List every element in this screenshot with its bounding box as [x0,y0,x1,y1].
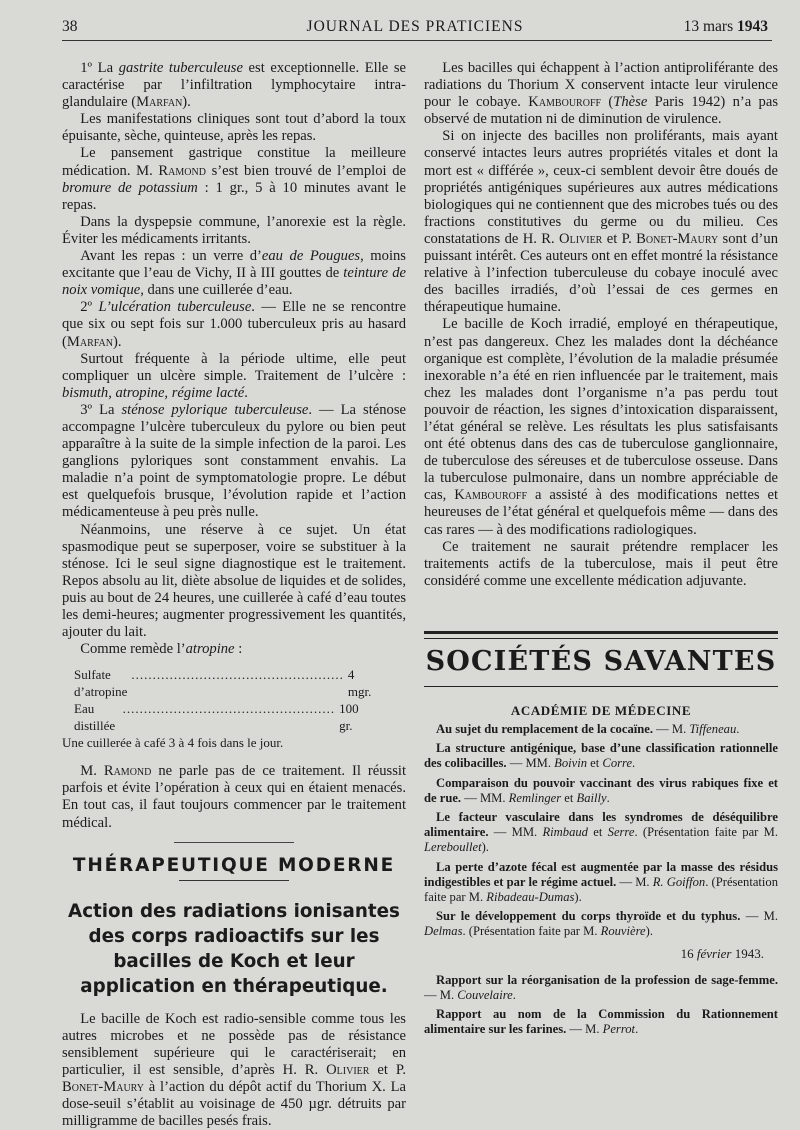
paragraph: Les manifestations cliniques sont tout d’abord la toux épuisante, sèche, quinteuse, après les repas. [62,111,406,145]
communication-item: La structure antigénique, base d’une classification rationnelle des colibacilles. — MM. Boivin et Corre. [424,741,778,771]
prescription-note: Une cuillerée à café 3 à 4 fois dans le jour. [62,735,284,751]
paragraph: Le bacille de Koch est radio-sensible comme tous les autres microbes et ne possède pas de résistance sensiblement supérieure qui le caractériserait; en particulier, il est sensible, d’après H. R. Olivier et P. Bonet-Maury à l’action du dépôt actif du Thorium X. La dose-seuil s’établit au voisinage de 450 µgr. détruits par milligramme de bacilles pesés frais. [62,1010,406,1130]
section-title: THÉRAPEUTIQUE MODERNE [72,854,396,876]
academie-title: ACADÉMIE DE MÉDECINE [510,703,692,718]
page-header [62,18,768,38]
societes-title: SOCIÉTÉS SAVANTES [425,646,777,677]
prescription-row: Sulfate d’atropine .................................................. 4 mgr. [74,667,372,700]
right-column [424,60,778,590]
paragraph: Les bacilles qui échappent à l’action antiproliférante des radiations du Thorium X conservent intacte leur virulence pour le cobaye. Kambouroff (Thèse Paris 1942) n’a pas observé de mutation ni de diminution de virulence. [424,60,779,128]
paragraph: Surtout fréquente à la période ultime, elle peut compliquer un ulcère simple. Traitement de l’ulcère : bismuth, atropine, régime lacté. [62,350,406,401]
paragraph: Néanmoins, une réserve à ce sujet. Un état spasmodique peut se superposer, voire se substituer à la sténose. Ici le seul signe diagnostique est le traitement. Repos absolu au lit, diète absolue de liquides et de solides, puis au bout de 24 heures, une cuillerée à café d’eau toutes les demi-heures; augmenter progressivement les quantités, ajouter du lait. [62,521,406,641]
paragraph: Le bacille de Koch irradié, employé en thérapeutique, n’est pas dangereux. Chez les malades dont la déchéance organique est complète, l’évolution de la maladie présumée inexorable n’a été en rien influencée par le traitement, mais chez les malades dont l’organisme n’a pas perdu tout pouvoir de réaction, les signes d’intoxication disparaissent, l’état général se relève. Les résultats les plus satisfaisants ont été obtenus dans des cas de tuberculose ganglionnaire, de tuberculose des séreuses et de tuberculose osseuse. Dans la tuberculose pulmonaire, dans un nombre appréciable de cas, Kambouroff a assisté à des modifications nettes et heureuses de l’état général et quelquefois même — dans des cas rares — à des modifications radiologiques. [424,316,778,538]
communication-item: La perte d’azote fécal est augmentée par la masse des résidus indigestibles et par le régime actuel. — M. R. Goiffon. (Présentation faite par M. Ribadeau-Dumas). [424,859,779,905]
paragraph: Le pansement gastrique constitue la meilleure médication. M. Ramond s’est bien trouvé de l’emploi de bromure de potassium : 1 gr., 5 à 10 minutes avant le repas. [62,145,406,213]
left-column [62,60,406,1130]
header-rule [62,40,772,41]
paragraph: Ce traitement ne saurait prétendre remplacer les traitements actifs de la tuberculose, mais il peut être considéré comme une excellente médication adjuvante. [424,538,778,589]
paragraph: M. Ramond ne parle pas de ce traitement. Il réussit parfois et évite l’opération à ceux qui en étaient menacés. En tout cas, il faut toujours commencer par le traitement médical. [62,763,406,831]
reports-group [424,973,778,1038]
page-number: 38 [62,18,78,35]
paragraph: 2º L’ulcération tuberculeuse. — Elle ne se rencontre que six ou sept fois sur 1.000 tuberculeux pris au hasard (Marfan). [62,299,406,350]
prescription [62,666,406,751]
session-date: 16 février 1943. [680,945,764,961]
communication-item: Rapport au nom de la Commission du Rationnement alimentaire sur les farines. — M. Perrot. [424,1007,778,1037]
communication-item: Sur le développement du corps thyroïde et du typhus. — M. Delmas. (Présentation faite par M. Rouvière). [424,909,778,939]
journal-title: JOURNAL DES PRATICIENS [306,18,524,35]
societes-rule-bottom [424,686,778,687]
communication-item: Le facteur vasculaire dans les syndromes de déséquilibre alimentaire. — MM. Rimbaud et Serre. (Présentation faite par M. Lereboullet). [424,810,778,855]
societes-rule-thick [424,631,778,634]
article-title: Action des radiations ionisantes des corps radioactifs sur les bacilles de Koch et leur application en thérapeutique. [68,900,400,997]
communication-item: Rapport sur la réorganisation de la profession de sage-femme. — M. Couvelaire. [424,972,778,1003]
section-rule [179,880,289,881]
communication-item: Au sujet du remplacement de la cocaïne. — M. Tiffeneau. [436,722,740,736]
communications-list [424,722,778,1042]
issue-date: 13 mars 1943 [683,18,768,35]
paragraph: Dans la dyspepsie commune, l’anorexie est la règle. Éviter les médicaments irritants. [62,213,406,247]
paragraph: 1º La gastrite tuberculeuse est exceptionnelle. Elle se caractérise par l’infiltration lymphocytaire intra-glandulaire (Marfan). [62,60,407,111]
communication-item: Comparaison du pouvoir vaccinant des virus rabiques fixe et de rue. — MM. Remlinger et Bailly. [424,775,778,805]
communications-group [424,722,778,940]
paragraph: Avant les repas : un verre d’eau de Pougues, moins excitante que l’eau de Vichy, II à III gouttes de teinture de noix vomique, dans une cuillerée d’eau. [62,248,406,299]
paragraph: Si on injecte des bacilles non proliférants, mais ayant conservé intactes leurs autres propriétés vitales et dont la mort est « différée », ceux-ci semblent devoir être doués de propriétés antigéniques supérieures aux autres médications biologiques qui ne contiennent que des microbes tués ou des fractions constitutives du germe ou du milieu. Ces constatations de H. R. Olivier et P. Bonet-Maury sont d’un puissant intérêt. Ces auteurs ont en effet montré la résistance relative à l’infection tuberculeuse du cobaye inoculé avec des bacilles irradiés, d’où l’essai de ces germes en thérapeutique humaine. [424,128,779,316]
ornament-rule [174,842,294,843]
paragraph: Comme remède l’atropine : [80,641,243,658]
prescription-row: Eau distillée .................................................. 100 gr. [74,701,359,734]
societes-rule-thin [424,638,778,639]
paragraph: 3º La sténose pylorique tuberculeuse. — La sténose accompagne l’ulcère tuberculeux du pylore ou bien peut apparaître à la suite de la simple infection de la paroi. Les ganglions pyloriques sont constamment envahis. La maladie n’a point de symptomatologie propre. Le début est quelquefois brusque, l’évolution rapide et l’action médicamenteuse à peu près nulle. [62,401,406,521]
